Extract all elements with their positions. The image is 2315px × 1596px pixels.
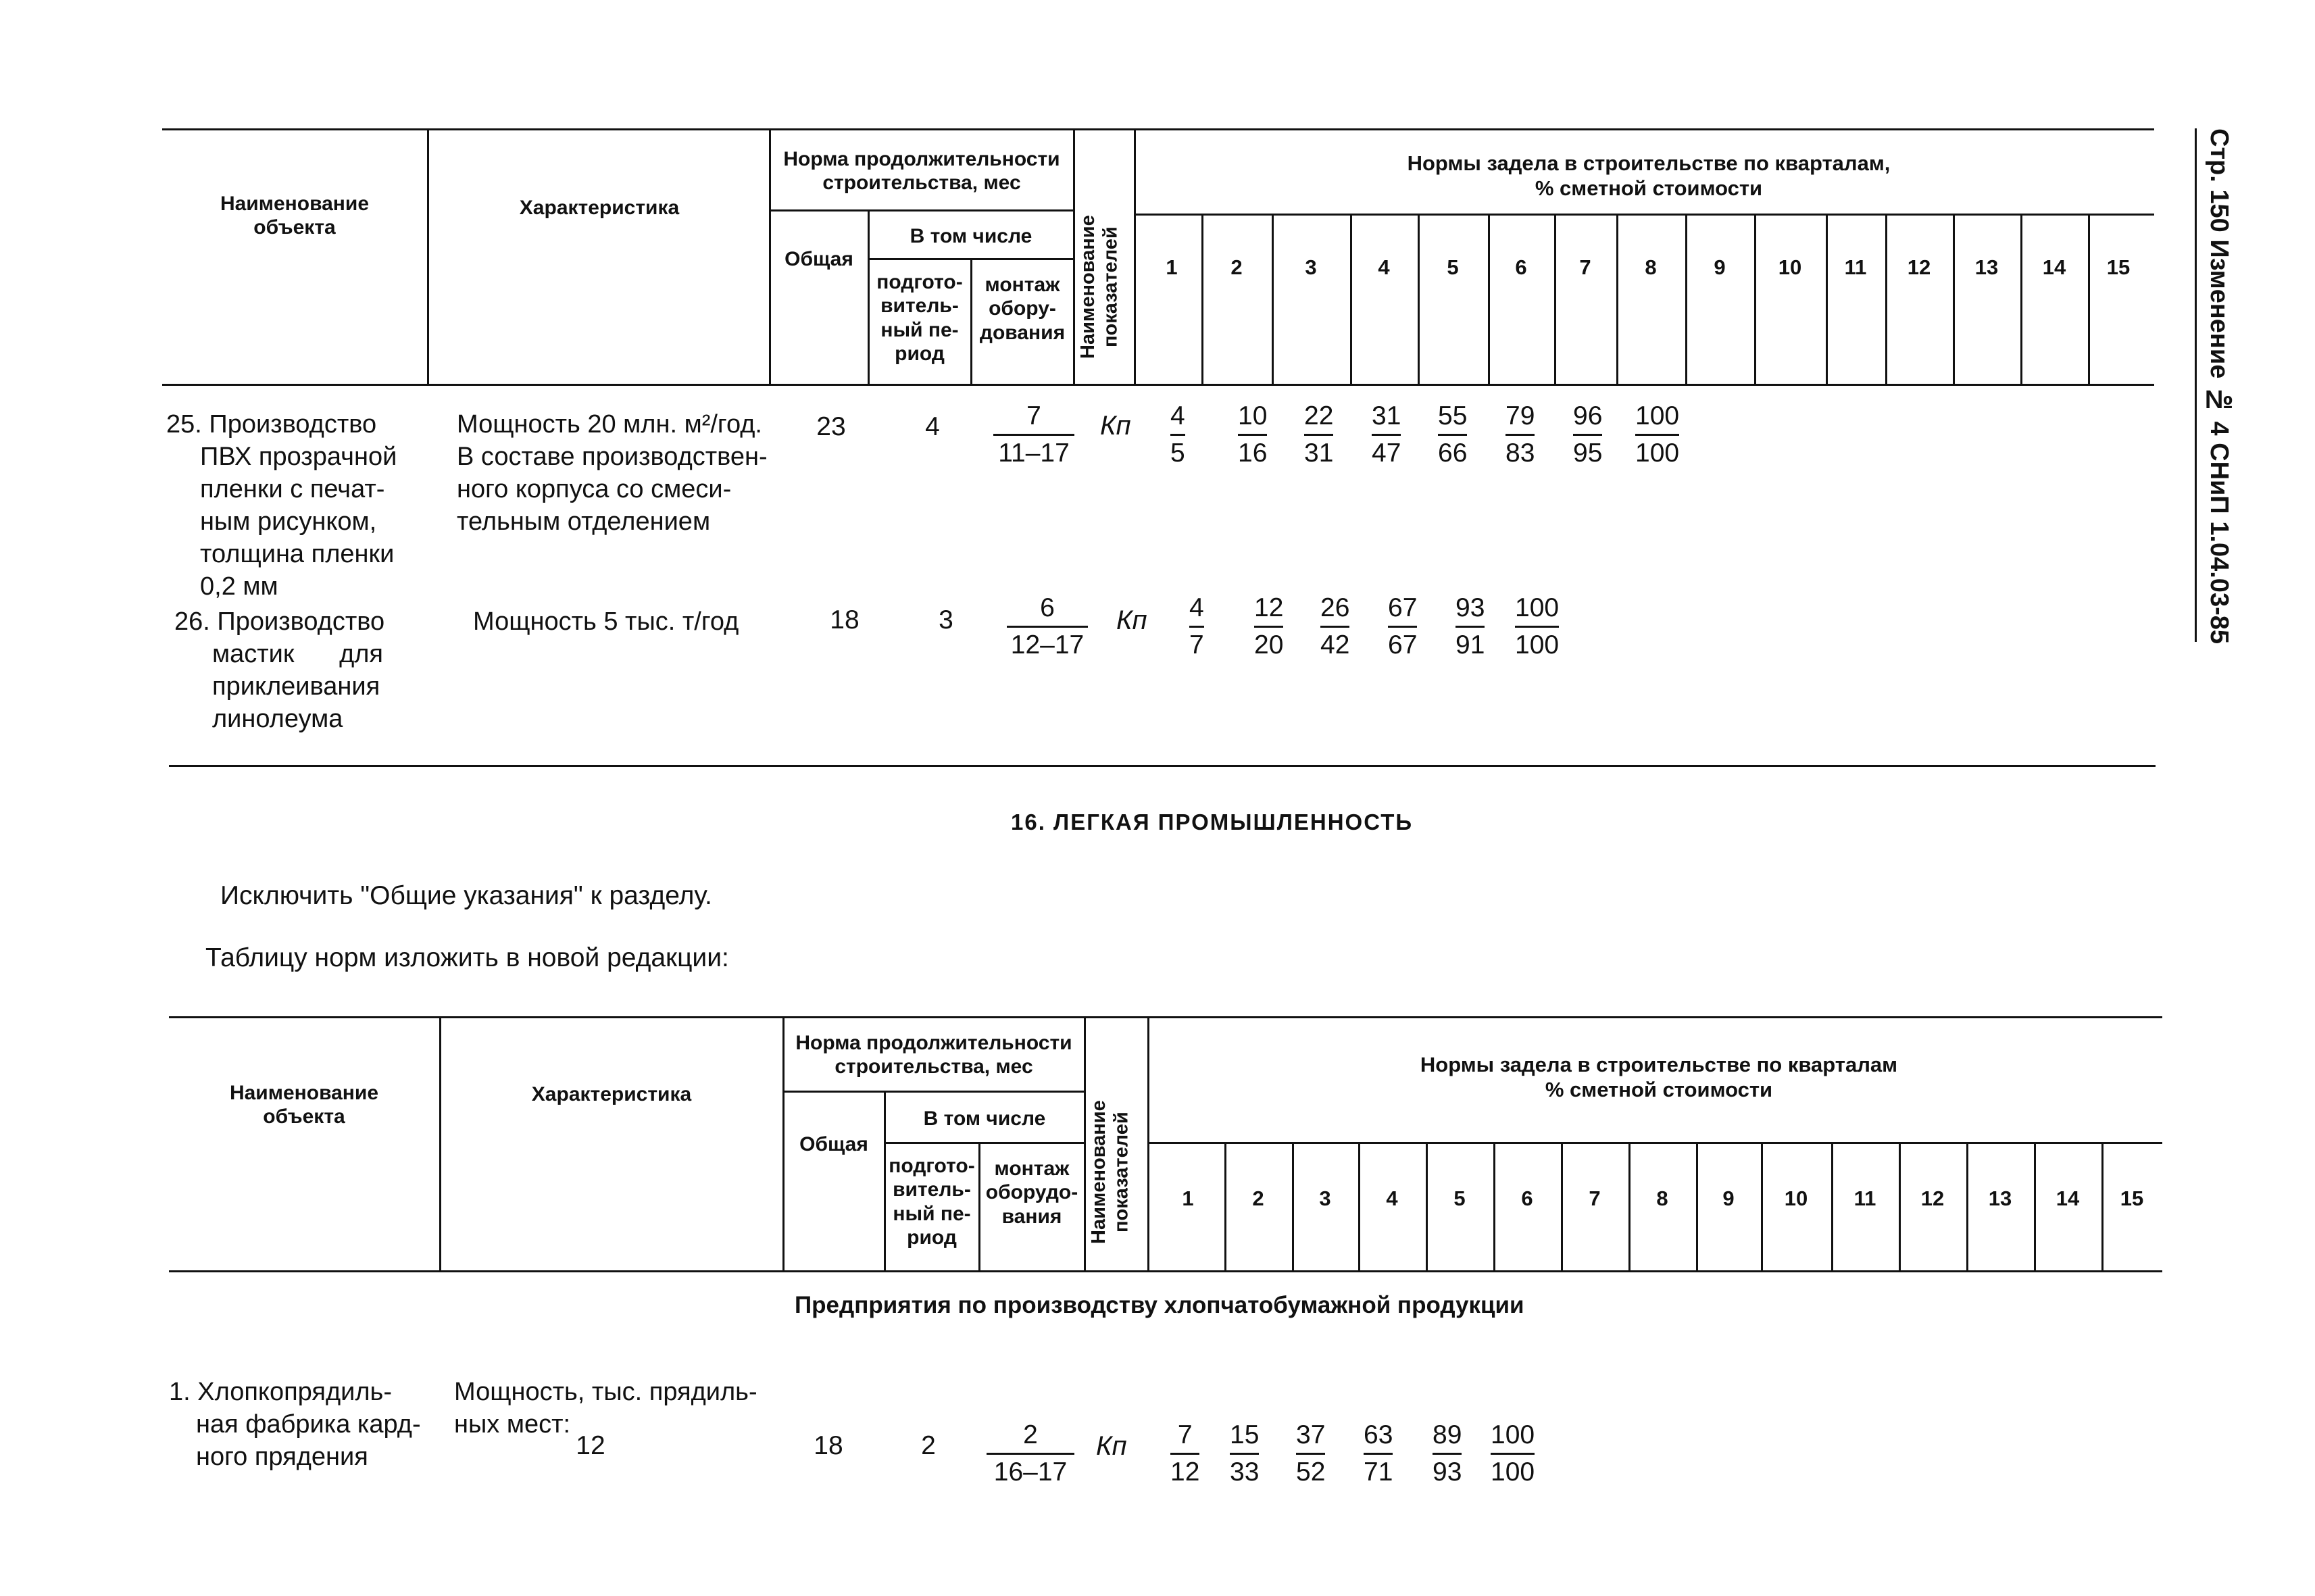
t2-row-capacity: 12 (576, 1431, 605, 1460)
quarter-divider (1350, 214, 1352, 385)
quarter-value: 93 91 (1455, 593, 1485, 659)
t1-row-mount: 6 12–17 (1007, 591, 1088, 663)
t1-row-indicator: Кп (1100, 411, 1131, 441)
side-header-rule (2195, 128, 2197, 642)
quarter-label: 7 (1589, 1187, 1601, 1210)
t1-row-total: 18 (830, 605, 860, 634)
quarter-value: 15 33 (1230, 1420, 1260, 1487)
t2-col-total-header: Общая (799, 1133, 868, 1155)
section-title: 16. ЛЕГКАЯ ПРОМЫШЛЕННОСТЬ (1011, 809, 1414, 834)
t1-col-name-header: Наименование объекта (220, 193, 370, 239)
quarter-label: 8 (1645, 255, 1657, 279)
quarter-value: 4 5 (1170, 401, 1185, 468)
t1-row-char: Мощность 20 млн. м²/год. В составе производствен- ного корпуса со смеси- тельным отделением (457, 410, 768, 536)
quarter-value: 63 71 (1364, 1420, 1393, 1487)
quarter-label: 4 (1378, 255, 1390, 279)
quarter-divider (1885, 214, 1887, 385)
t1-col-duration-header: Норма продолжительности строительства, мес (783, 148, 1060, 195)
t2-row-indicator: Кп (1096, 1431, 1127, 1461)
t1-row-indicator: Кп (1116, 605, 1147, 635)
quarter-label: 12 (1907, 255, 1931, 279)
quarter-label: 5 (1447, 255, 1459, 279)
quarter-label: 13 (1974, 255, 1999, 279)
quarter-divider (1826, 214, 1828, 385)
t2-col-mount-header: монтаж оборудо- вания (985, 1157, 1078, 1228)
quarter-value: 37 52 (1296, 1420, 1326, 1487)
t2-col-char-header: Характеристика (531, 1083, 692, 1105)
t1-col-char-header: Характеристика (519, 197, 680, 219)
quarter-label: 6 (1515, 255, 1527, 279)
quarter-divider (1754, 214, 1756, 385)
quarter-divider (1953, 214, 1955, 385)
quarter-value: 100 100 (1635, 401, 1680, 468)
quarter-divider (2020, 214, 2022, 385)
quarter-value: 7 12 (1170, 1420, 1200, 1487)
quarter-label: 2 (1252, 1187, 1264, 1210)
t2-col-name-header: Наименование объекта (229, 1082, 379, 1128)
t2-col-including-header: В том числе (923, 1107, 1046, 1130)
quarter-label: 3 (1319, 1187, 1331, 1210)
quarter-value: 67 67 (1388, 593, 1418, 659)
quarter-value: 79 83 (1505, 401, 1535, 468)
quarter-value: 96 95 (1573, 401, 1603, 468)
quarter-divider (1272, 214, 1274, 385)
t2-row-mount: 2 16–17 (987, 1418, 1074, 1490)
quarter-label: 6 (1521, 1187, 1533, 1210)
quarter-value: 12 20 (1254, 593, 1284, 659)
quarter-value: 100 100 (1491, 1420, 1535, 1487)
quarter-label: 15 (2106, 255, 2131, 279)
quarter-label: 4 (1386, 1187, 1398, 1210)
quarter-value: 4 7 (1189, 593, 1204, 659)
t1-row-char: Мощность 5 тыс. т/год (473, 607, 739, 636)
t1-col-including-header: В том числе (910, 225, 1032, 247)
instruction-exclude: Исключить "Общие указания" к разделу. (220, 881, 712, 910)
quarter-label: 7 (1579, 255, 1591, 279)
page-side-header: Стр. 150 Изменение № 4 СНиП 1.04.03-85 (2205, 128, 2233, 644)
quarter-value: 22 31 (1304, 401, 1334, 468)
quarter-label: 1 (1182, 1187, 1194, 1210)
quarter-divider (1554, 214, 1556, 385)
quarter-label: 11 (1853, 1187, 1876, 1210)
quarter-label: 13 (1988, 1187, 2012, 1210)
subsection-title: Предприятия по производству хлопчатобумажной продукции (795, 1292, 1524, 1318)
quarter-label: 11 (1844, 255, 1867, 279)
t1-col-indicator-header: Наименование показателей (1077, 215, 1122, 359)
t1-row-mount: 7 11–17 (993, 399, 1074, 471)
quarter-value: 55 66 (1438, 401, 1468, 468)
t1-col-total-header: Общая (785, 248, 853, 270)
quarter-value: 31 47 (1372, 401, 1401, 468)
t2-row-char: Мощность, тыс. прядиль- ных мест: (454, 1378, 757, 1439)
quarter-divider (1685, 214, 1687, 385)
quarter-value: 89 93 (1433, 1420, 1462, 1487)
t1-row-name: 25. Производство ПВХ прозрачной пленки с печат- ным рисунком, толщина пленки 0,2 мм (166, 410, 397, 601)
t1-col-quarters-header: Нормы задела в строительстве по кварталам, % сметной стоимости (1407, 151, 1891, 200)
quarter-label: 15 (2120, 1187, 2144, 1210)
quarter-value: 26 42 (1320, 593, 1350, 659)
quarter-value: 10 16 (1238, 401, 1268, 468)
quarter-label: 5 (1453, 1187, 1466, 1210)
t2-col-indicator-header: Наименование показателей (1088, 1100, 1132, 1245)
quarter-label: 1 (1166, 255, 1178, 279)
quarter-label: 14 (2056, 1187, 2080, 1210)
t2-row-prep: 2 (921, 1431, 936, 1460)
quarter-label: 10 (1784, 1187, 1808, 1210)
t1-row-prep: 3 (939, 605, 953, 634)
quarter-divider (1616, 214, 1618, 385)
t2-row-total: 18 (814, 1431, 843, 1460)
quarter-label: 14 (2042, 255, 2066, 279)
quarter-label: 9 (1714, 255, 1726, 279)
table1-bottom-rule (169, 765, 2156, 767)
quarter-label: 10 (1778, 255, 1802, 279)
quarter-label: 9 (1722, 1187, 1735, 1210)
quarter-label: 8 (1656, 1187, 1668, 1210)
t1-col-prep-header: подгото- витель- ный пе- риод (876, 271, 963, 366)
quarter-value: 100 100 (1515, 593, 1560, 659)
quarter-divider (1488, 214, 1490, 385)
t2-col-duration-header: Норма продолжительности строительства, мес (795, 1032, 1072, 1078)
quarter-divider (1418, 214, 1420, 385)
quarter-label: 12 (1920, 1187, 1945, 1210)
t2-col-quarters-header: Нормы задела в строительстве по кварталам % сметной стоимости (1420, 1053, 1898, 1101)
t1-row-total: 23 (816, 412, 846, 441)
instruction-new-table: Таблицу норм изложить в новой редакции: (205, 943, 729, 972)
t2-row-name: 1. Хлопкопрядиль- ная фабрика кард- ного прядения (169, 1378, 421, 1471)
quarter-divider (2088, 214, 2090, 385)
quarter-label: 2 (1230, 255, 1243, 279)
t1-row-prep: 4 (925, 412, 940, 441)
quarter-label: 3 (1305, 255, 1317, 279)
t2-col-prep-header: подгото- витель- ный пе- риод (889, 1155, 975, 1249)
t1-row-name: 26. Производство мастик для приклеивания линолеума (174, 607, 385, 733)
quarter-divider (1201, 214, 1203, 385)
t1-col-mount-header: монтаж обору- дования (979, 274, 1066, 344)
